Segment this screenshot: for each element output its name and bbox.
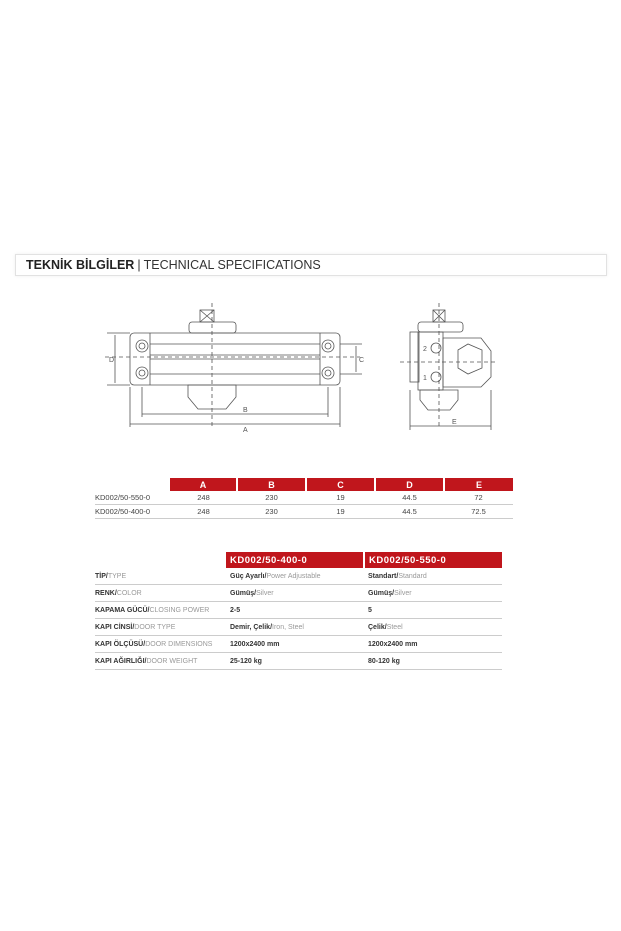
text-tr: 80-120 kg xyxy=(368,657,400,665)
col-E: E xyxy=(444,478,513,491)
cell: 248 xyxy=(170,491,237,505)
label-B: B xyxy=(243,407,248,414)
text-tr: KAPAMA GÜCÜ xyxy=(95,606,148,614)
cell: 44.5 xyxy=(375,491,444,505)
text-tr: Demir, Çelik xyxy=(230,623,271,631)
text-en: COLOR xyxy=(116,589,142,597)
slash: / xyxy=(143,640,146,648)
text-tr: KAPI CİNSİ xyxy=(95,623,133,631)
title-tr: TEKNİK BİLGİLER xyxy=(26,258,135,272)
table-row xyxy=(95,602,502,619)
text-en: Power Adjustable xyxy=(266,572,321,580)
cell xyxy=(364,585,502,602)
table-row xyxy=(95,568,502,585)
col-D: D xyxy=(375,478,444,491)
slash: / xyxy=(114,589,117,597)
cell xyxy=(95,602,226,619)
title-separator: | xyxy=(137,258,141,272)
slash: / xyxy=(144,657,147,665)
text-tr: 1200x2400 mm xyxy=(368,640,418,648)
text-en: TYPE xyxy=(107,572,127,580)
cell xyxy=(226,636,364,653)
text-en: DOOR DIMENSIONS xyxy=(145,640,213,648)
text-tr: 1200x2400 mm xyxy=(230,640,280,648)
cell xyxy=(364,568,502,585)
table-header-row xyxy=(95,552,502,568)
table-row xyxy=(95,585,502,602)
cell: 248 xyxy=(170,505,237,519)
cell xyxy=(95,636,226,653)
slash: / xyxy=(147,606,150,614)
col-B: B xyxy=(237,478,306,491)
text-tr: 25-120 kg xyxy=(230,657,262,665)
label-2: 2 xyxy=(423,346,427,353)
slash: / xyxy=(384,623,387,631)
slash: / xyxy=(105,572,108,580)
title-en: TECHNICAL SPECIFICATIONS xyxy=(143,258,321,272)
cell: 44.5 xyxy=(375,505,444,519)
text-en: Standard xyxy=(398,572,427,580)
section-header xyxy=(15,254,607,276)
text-tr: KAPI AĞIRLIĞI xyxy=(95,657,145,665)
cell: 19 xyxy=(306,505,375,519)
table-row xyxy=(95,636,502,653)
cell: 230 xyxy=(237,505,306,519)
text-en: Steel xyxy=(386,623,403,631)
col-C: C xyxy=(306,478,375,491)
cell xyxy=(95,585,226,602)
text-en: DOOR TYPE xyxy=(134,623,176,631)
text-tr: TİP xyxy=(95,572,106,580)
spec-table xyxy=(95,552,502,670)
slash: / xyxy=(254,589,257,597)
table-row xyxy=(95,505,513,519)
text-tr: 2-5 xyxy=(230,606,241,614)
cell xyxy=(364,602,502,619)
front-view xyxy=(105,303,364,434)
door-closer-drawing xyxy=(0,295,621,440)
text-tr: Güç Ayarlı xyxy=(230,572,265,580)
cell xyxy=(364,636,502,653)
cell: 19 xyxy=(306,491,375,505)
cell xyxy=(95,653,226,670)
side-view xyxy=(400,303,495,430)
label-C: C xyxy=(359,357,365,364)
cell: 230 xyxy=(237,491,306,505)
label-A: A xyxy=(243,427,248,434)
text-en: Iron, Steel xyxy=(272,623,304,631)
label-1: 1 xyxy=(423,375,427,382)
table-header-row xyxy=(95,478,513,491)
text-tr: Gümüş xyxy=(230,589,255,597)
cell xyxy=(226,585,364,602)
text-tr: Standart xyxy=(368,572,397,580)
text-tr: Çelik xyxy=(368,623,385,631)
text-en: DOOR WEIGHT xyxy=(146,657,198,665)
col-A: A xyxy=(170,478,237,491)
cell: 72.5 xyxy=(444,505,513,519)
text-tr: KAPI ÖLÇÜSÜ xyxy=(95,640,144,648)
slash: / xyxy=(392,589,395,597)
model-header: KD002/50-400-0 xyxy=(226,552,364,568)
cell xyxy=(226,602,364,619)
cell xyxy=(95,619,226,636)
table-row xyxy=(95,653,502,670)
text-en: Silver xyxy=(394,589,412,597)
slash: / xyxy=(270,623,273,631)
text-en: CLOSING POWER xyxy=(149,606,210,614)
cell xyxy=(95,568,226,585)
label-E: E xyxy=(452,419,457,426)
cell: 72 xyxy=(444,491,513,505)
cell xyxy=(226,568,364,585)
label-D: D xyxy=(109,357,115,364)
slash: / xyxy=(396,572,399,580)
cell xyxy=(226,653,364,670)
text-en: Silver xyxy=(256,589,274,597)
slash: / xyxy=(264,572,267,580)
table-row xyxy=(95,491,513,505)
cell xyxy=(364,619,502,636)
model: KD002/50-400-0 xyxy=(95,505,170,519)
table-row xyxy=(95,619,502,636)
text-tr: RENK xyxy=(95,589,115,597)
text-tr: Gümüş xyxy=(368,589,393,597)
model: KD002/50-550-0 xyxy=(95,491,170,505)
slash: / xyxy=(132,623,135,631)
cell xyxy=(364,653,502,670)
model-header: KD002/50-550-0 xyxy=(364,552,502,568)
dimensions-table xyxy=(95,478,513,519)
cell xyxy=(226,619,364,636)
text-tr: 5 xyxy=(368,606,372,614)
